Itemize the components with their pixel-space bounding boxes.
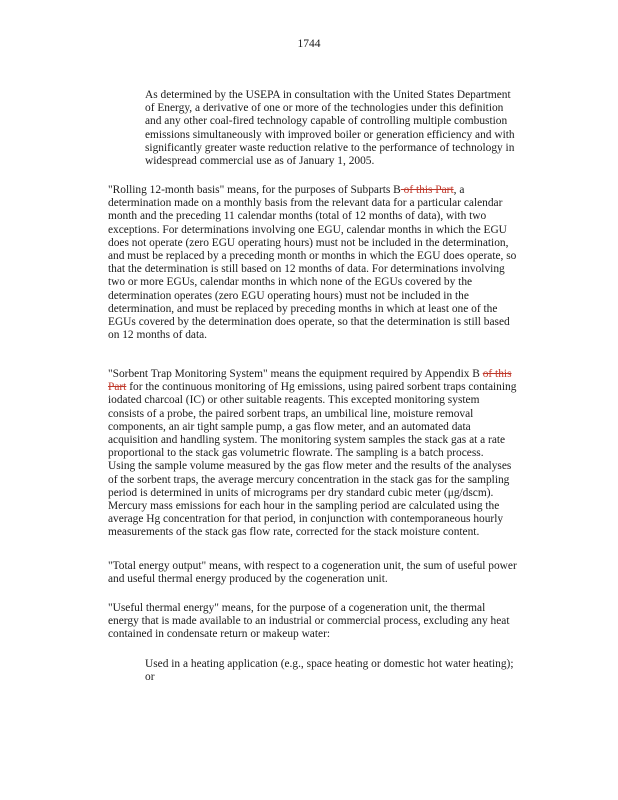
text-line: "Total energy output" means, with respect to a cogeneration unit, the sum of useful power xyxy=(108,560,517,572)
text-line: determination operates (zero EGU operating hours) must not be included in the xyxy=(108,289,469,302)
text-line: Used in a heating application (e.g., space heating or domestic hot water heating); xyxy=(145,658,514,670)
text-line xyxy=(108,368,553,381)
text-line: measurements of the stack gas flow rate, corrected for the stack moisture content. xyxy=(108,526,480,539)
text-line xyxy=(108,381,553,394)
text-run: for the continuous monitoring of Hg emissions, using paired sorbent traps containing xyxy=(126,381,517,394)
text-run: "Sorbent Trap Monitoring System" means the equipment required by Appendix B xyxy=(108,368,483,380)
paragraph-sorbent-trap xyxy=(108,368,553,540)
text-line: or xyxy=(145,671,155,684)
text-run: "Rolling 12-month basis" means, for the purposes of Subparts B xyxy=(108,184,401,196)
paragraph-total-energy-output xyxy=(108,560,553,586)
text-line: month and the preceding 11 calendar months (total of 12 months of data), with two xyxy=(108,210,487,223)
text-line: As determined by the USEPA in consultation with the United States Department xyxy=(145,89,511,101)
text-line: average Hg concentration for that period, in conjunction with contemporaneous hourly xyxy=(108,513,504,526)
text-line: does not operate (zero EGU operating hours) must not be included in the determination, xyxy=(108,236,509,249)
text-run: , a xyxy=(453,184,465,196)
text-line: energy that is made available to an industrial or commercial process, excluding any heat xyxy=(108,615,510,628)
text-line: Mercury mass emissions for each hour in the sampling period are calculated using the xyxy=(108,500,500,513)
text-line: and useful thermal energy produced by the cogeneration unit. xyxy=(108,573,388,586)
text-line: exceptions. For determinations involving one EGU, calendar months in which the EGU xyxy=(108,223,507,236)
text-line: and any other coal-fired technology capable of controlling multiple combustion xyxy=(145,115,508,128)
text-line: determination, and must be replaced by preceding months in which at least one of the xyxy=(108,302,498,315)
text-line: iodated charcoal (IC) or other suitable reagents. This excepted monitoring system xyxy=(108,394,480,407)
paragraph-heating-application xyxy=(145,658,550,684)
text-line: acquisition and handling system. The monitoring system samples the stack gas at a rate xyxy=(108,434,506,447)
deleted-text: of this xyxy=(482,368,512,380)
page-number: 1744 xyxy=(297,38,321,50)
text-line: Using the sample volume measured by the gas flow meter and the results of the analyses xyxy=(108,460,512,473)
deleted-text: of this Part xyxy=(400,184,454,196)
paragraph-rolling-12-month xyxy=(108,184,553,342)
text-line: proportional to the stack gas volumetric flowrate. The sampling is a batch process. xyxy=(108,447,484,460)
text-line: EGUs covered by the determination does operate, so that the determination is still based xyxy=(108,316,510,329)
text-line: on 12 months of data. xyxy=(108,329,208,342)
text-line: significantly greater waste reduction relative to the performance of technology in xyxy=(145,141,515,154)
text-line: determination made on a monthly basis from the relevant data for a particular calendar xyxy=(108,197,503,210)
text-line: of the sorbent traps, the average mercury concentration in the stack gas for the sampling xyxy=(108,473,510,486)
deleted-text: Part xyxy=(108,381,127,394)
paragraph-definition-continuation xyxy=(145,89,550,168)
text-line: and must be replaced by a preceding month or months in which the EGU does operate, so xyxy=(108,250,517,263)
text-line: that the determination is still based on 12 months of data. For determinations involving xyxy=(108,263,505,276)
text-line: components, an air tight sample pump, a gas flow meter, and an automated data xyxy=(108,420,471,433)
paragraph-useful-thermal-energy xyxy=(108,602,553,642)
text-line xyxy=(108,184,553,197)
text-line: period is determined in units of micrograms per dry standard cubic meter (μg/dscm). xyxy=(108,486,494,499)
text-line: widespread commercial use as of January 1, 2005. xyxy=(145,155,375,168)
text-line: contained in condensate return or makeup water: xyxy=(108,628,331,641)
text-line: consists of a probe, the paired sorbent traps, an umbilical line, moisture removal xyxy=(108,407,474,420)
text-line: of Energy, a derivative of one or more of the technologies under this definition xyxy=(145,102,504,115)
text-line: "Useful thermal energy" means, for the purpose of a cogeneration unit, the thermal xyxy=(108,602,486,614)
text-line: emissions simultaneously with improved boiler or generation efficiency and with xyxy=(145,128,515,141)
text-line: two or more EGUs, calendar months in which none of the EGUs covered by the xyxy=(108,276,473,289)
